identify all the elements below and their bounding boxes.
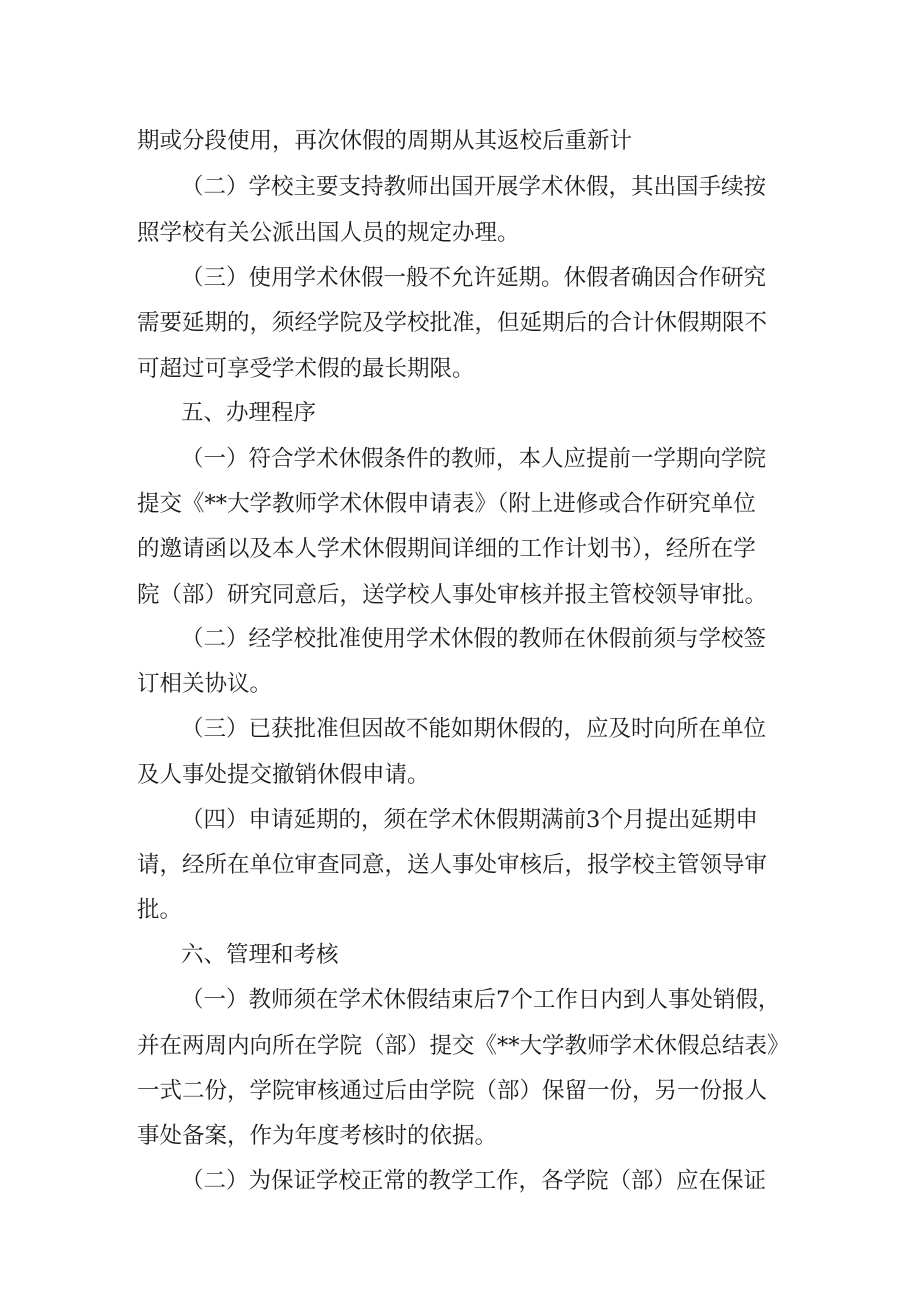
text-line: 事处备案，作为年度考核时的依据。	[137, 1123, 498, 1149]
text-line: 批。	[137, 897, 183, 923]
text-line: 期或分段使用，再次休假的周期从其返校后重新计	[137, 128, 633, 154]
text-line: 订相关协议。	[137, 671, 273, 697]
text-line: 提交《**大学教师学术休假申请表》（附上进修或合作研究单位	[137, 491, 756, 517]
text-line: （三）已获批准但因故不能如期休假的，应及时向所在单位	[181, 716, 767, 742]
text-line: （一）符合学术休假条件的教师，本人应提前一学期向学院	[181, 446, 767, 472]
section-heading: 五、办理程序	[181, 400, 317, 426]
text-line: 并在两周内向所在学院（部）提交《**大学教师学术休假总结表》	[137, 1033, 790, 1059]
text-line: （四）申请延期的，须在学术休假期满前3个月提出延期申	[181, 807, 758, 833]
text-line: 需要延期的，须经学院及学校批准，但延期后的合计休假期限不	[137, 310, 768, 336]
text-line: 请，经所在单位审查同意，送人事处审核后，报学校主管领导审	[137, 852, 768, 878]
text-line: 照学校有关公派出国人员的规定办理。	[137, 220, 520, 246]
text-line: （三）使用学术休假一般不允许延期。休假者确因合作研究	[181, 265, 767, 291]
text-line: 可超过可享受学术假的最长期限。	[137, 356, 475, 382]
text-line: 一式二份，学院审核通过后由学院（部）保留一份，另一份报人	[137, 1078, 768, 1104]
text-line: （二）经学校批准使用学术休假的教师在休假前须与学校签	[181, 626, 767, 652]
text-line: 及人事处提交撤销休假申请。	[137, 762, 430, 788]
text-line: （二）学校主要支持教师出国开展学术休假，其出国手续按	[181, 174, 767, 200]
text-line: （一）教师须在学术休假结束后7个工作日内到人事处销假，	[181, 987, 781, 1013]
text-line: 院（部）研究同意后，送学校人事处审核并报主管校领导审批。	[137, 582, 768, 608]
text-line: （二）为保证学校正常的教学工作，各学院（部）应在保证	[181, 1168, 767, 1194]
section-heading: 六、管理和考核	[181, 942, 339, 968]
text-line: 的邀请函以及本人学术休假期间详细的工作计划书），经所在学	[137, 536, 756, 562]
